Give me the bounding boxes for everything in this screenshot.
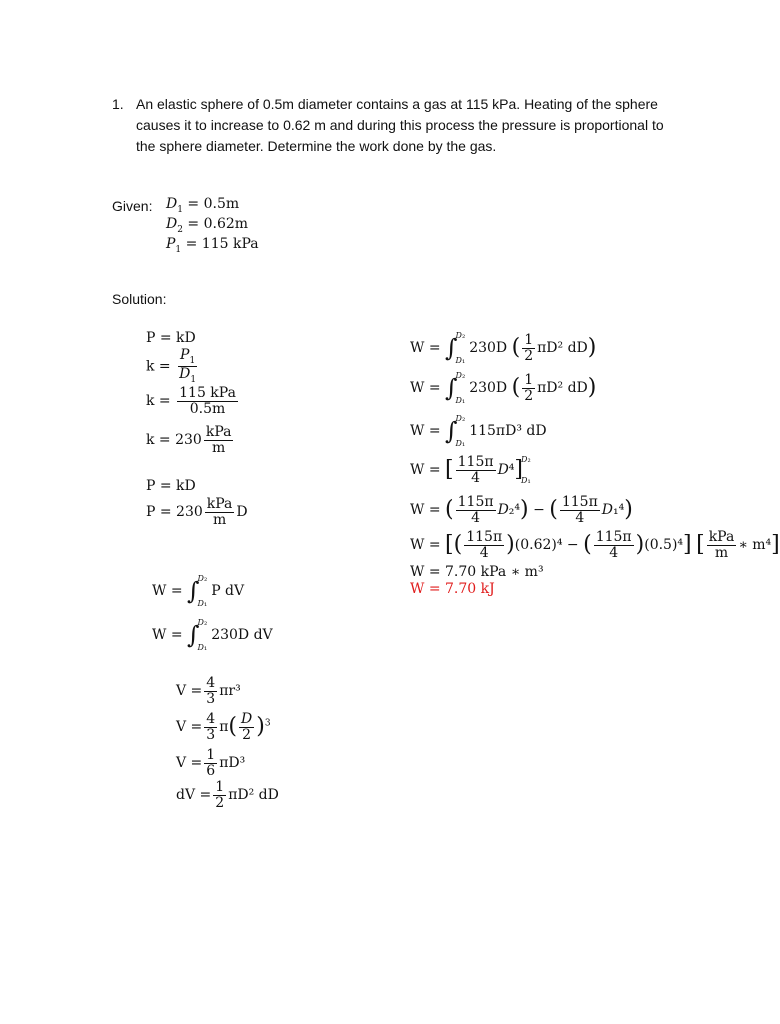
left-k-p1-d1: k = $\frac{P_1}{D_1}$: [146, 347, 197, 386]
problem-line-1: An elastic sphere of 0.5m diameter contains a gas at 115 kPa. Heating of the sphere: [136, 96, 658, 112]
given-label: Given:: [112, 198, 153, 214]
left-v-4-3-pi-r3: V = $\frac{4}{3}$ πr³: [176, 675, 241, 707]
left-p-eq-kd-2: P = kD: [146, 478, 196, 494]
left-w-int-230d: W = ∫ D₂ D₁ 230D dV: [152, 618, 273, 652]
solution-label: Solution:: [112, 291, 167, 307]
left-k-230: k = 230 $\frac{\text{kPa}}{m}$: [146, 424, 232, 456]
given-d2: $D_2 = 0.62m$: [166, 216, 249, 235]
problem-line-3: the sphere diameter. Determine the work done by the gas.: [136, 138, 497, 154]
given-d1: $D_1 = 0.5m$: [166, 196, 240, 215]
left-p-eq-kd: P = kD: [146, 330, 196, 346]
problem-number: 1.: [112, 96, 124, 112]
right-w-line-2: W = ∫ D₂ D₁ 230D ( $\frac{1}{2}$ πD² dD): [410, 371, 597, 405]
right-w-line-3: W = ∫ D₂ D₁ 115πD³ dD: [410, 414, 547, 448]
right-w-line-6: W = [( $\frac{115\pi}{4}$ )(0.62)⁴ − ( $\frac{115\pi}{4}$ )(0.5)⁴] [ $\frac{\text{kPa}}{m}$ ∗ m⁴]: [410, 529, 780, 561]
left-v-d-half-cubed: V = $\frac{4}{3}$ π( $\frac{D}{2}$ )$^3$: [176, 711, 271, 743]
left-k-115: k = $\frac{\text{115 kPa}}{0.5m}$: [146, 385, 236, 417]
left-dv: dV = $\frac{1}{2}$ πD² dD: [176, 779, 279, 811]
right-w-line-1: W = ∫ D₂ D₁ 230D ( $\frac{1}{2}$ πD² dD): [410, 331, 597, 365]
right-w-line-5: W = ( $\frac{115\pi}{4}$ D₂⁴) − ( $\frac{115\pi}{4}$ D₁⁴): [410, 494, 633, 526]
left-p-230d: P = 230 $\frac{\text{kPa}}{m}$ D: [146, 496, 248, 528]
right-result-kpa-m3: W = 7.70 kPa ∗ m³: [410, 564, 544, 580]
given-p1: $P_1 = 115$ kPa: [166, 236, 259, 255]
left-w-int-pdv: W = ∫ D₂ D₁ P dV: [152, 574, 245, 608]
right-result-kj: W = 7.70 kJ: [410, 581, 495, 597]
left-v-1-6-pi-d3: V = $\frac{1}{6}$ πD³: [176, 747, 246, 779]
right-w-line-4: W = [ $\frac{115\pi}{4}$ D⁴] D₂ D₁: [410, 454, 531, 486]
problem-line-2: causes it to increase to 0.62 m and during this process the pressure is proportional to: [136, 117, 664, 133]
